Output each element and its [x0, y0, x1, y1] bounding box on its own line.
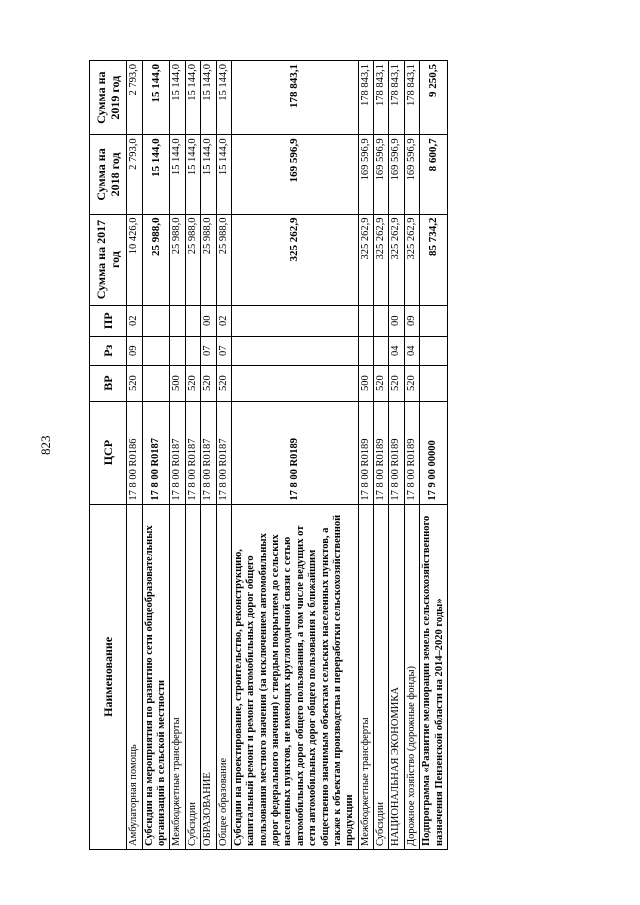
- row-pr: 00: [389, 305, 404, 336]
- row-rz: 04: [389, 336, 404, 365]
- row-pr: [185, 305, 200, 336]
- row-sum-2017: 25 988,0: [170, 214, 185, 305]
- row-vr: [420, 365, 448, 401]
- row-sum-2017: 25 988,0: [201, 214, 216, 305]
- row-sum-2019: 15 144,0: [201, 61, 216, 135]
- page-number: 823: [38, 435, 53, 455]
- row-sum-2017: 85 734,2: [420, 214, 448, 305]
- table-row: [142, 61, 170, 850]
- row-name: Межбюджетные трансферты: [170, 504, 185, 849]
- budget-table: [89, 60, 448, 850]
- row-rz: [170, 336, 185, 365]
- row-sum-2019: 15 144,0: [142, 61, 170, 135]
- row-sum-2018: 169 596,9: [389, 135, 404, 214]
- row-name: Субсидии на проектирование, строительство, реконструкцию, капитальный ремонт и ремонт автомобильных дорог общего пользования местного значения (за исключением автомобильных дорог федерального значения) с твердым покрытием до сельских населенных пунктов, не имеющих круглогодичной связи с сетью автомобильных дорог общего пользования, а том числе ведущих от сети автомобильных дорог общего пользования к ближайшим общественно значимым объектам сельских населенных пунктов, а также к объектам производства и переработки сельскохозяйственной продукции: [231, 504, 358, 849]
- header-sum-2017: Сумма на 2017 год: [90, 214, 127, 305]
- row-vr: [142, 365, 170, 401]
- row-rz: [231, 336, 358, 365]
- row-sum-2019: 178 843,1: [374, 61, 389, 135]
- row-csr: 17 8 00 R0189: [374, 401, 389, 504]
- row-sum-2017: 25 988,0: [185, 214, 200, 305]
- row-csr: 17 8 00 R0187: [201, 401, 216, 504]
- row-sum-2017: 325 262,9: [404, 214, 419, 305]
- row-sum-2017: 10 426,0: [127, 214, 142, 305]
- row-rz: 07: [201, 336, 216, 365]
- row-csr: 17 8 00 R0187: [185, 401, 200, 504]
- row-pr: [420, 305, 448, 336]
- row-sum-2017: 325 262,9: [389, 214, 404, 305]
- row-sum-2018: 169 596,9: [404, 135, 419, 214]
- row-vr: 520: [216, 365, 231, 401]
- table-row: [389, 61, 404, 850]
- row-name: Амбулаторная помощь: [127, 504, 142, 849]
- row-csr: 17 8 00 R0187: [170, 401, 185, 504]
- row-vr: [231, 365, 358, 401]
- table-row: [374, 61, 389, 850]
- table-row: [127, 61, 142, 850]
- row-sum-2017: 325 262,9: [374, 214, 389, 305]
- row-csr: 17 8 00 R0187: [216, 401, 231, 504]
- row-rz: [420, 336, 448, 365]
- header-vr: ВР: [90, 365, 127, 401]
- row-pr: 00: [201, 305, 216, 336]
- row-pr: [374, 305, 389, 336]
- row-name: Субсидии на мероприятия по развитию сети общеобразовательных организаций в сельской местности: [142, 504, 170, 849]
- row-csr: 17 8 00 R0189: [404, 401, 419, 504]
- row-csr: 17 8 00 R0186: [127, 401, 142, 504]
- header-sum-2018: Сумма на 2018 год: [90, 135, 127, 214]
- header-rz: Рз: [90, 336, 127, 365]
- row-sum-2018: 169 596,9: [358, 135, 373, 214]
- row-vr: 520: [185, 365, 200, 401]
- row-sum-2017: 325 262,9: [358, 214, 373, 305]
- row-rz: 07: [216, 336, 231, 365]
- row-rz: 09: [127, 336, 142, 365]
- row-sum-2019: 15 144,0: [185, 61, 200, 135]
- row-sum-2019: 178 843,1: [389, 61, 404, 135]
- row-vr: 520: [201, 365, 216, 401]
- row-name: Общее образование: [216, 504, 231, 849]
- row-pr: [231, 305, 358, 336]
- header-name: Наименование: [90, 504, 127, 849]
- header-row: [90, 61, 127, 850]
- table-row: [404, 61, 419, 850]
- row-sum-2019: 15 144,0: [170, 61, 185, 135]
- row-rz: [358, 336, 373, 365]
- row-rz: [185, 336, 200, 365]
- header-pr: ПР: [90, 305, 127, 336]
- row-pr: [142, 305, 170, 336]
- table-row: [420, 61, 448, 850]
- row-csr: 17 8 00 R0189: [358, 401, 373, 504]
- row-pr: 09: [404, 305, 419, 336]
- row-csr: 17 8 00 R0189: [231, 401, 358, 504]
- row-sum-2018: 169 596,9: [374, 135, 389, 214]
- table-row: [170, 61, 185, 850]
- row-sum-2019: 2 793,0: [127, 61, 142, 135]
- row-vr: 520: [389, 365, 404, 401]
- row-csr: 17 8 00 R0189: [389, 401, 404, 504]
- row-rz: [374, 336, 389, 365]
- row-vr: 500: [358, 365, 373, 401]
- row-csr: 17 9 00 00000: [420, 401, 448, 504]
- row-pr: 02: [216, 305, 231, 336]
- row-pr: [358, 305, 373, 336]
- row-name: Дорожное хозяйство (дорожные фонды): [404, 504, 419, 849]
- row-vr: 520: [404, 365, 419, 401]
- row-name: НАЦИОНАЛЬНАЯ ЭКОНОМИКА: [389, 504, 404, 849]
- row-name: Субсидии: [374, 504, 389, 849]
- row-vr: 520: [374, 365, 389, 401]
- row-vr: 520: [127, 365, 142, 401]
- row-vr: 500: [170, 365, 185, 401]
- row-sum-2017: 325 262,9: [231, 214, 358, 305]
- row-csr: 17 8 00 R0187: [142, 401, 170, 504]
- row-sum-2017: 25 988,0: [216, 214, 231, 305]
- header-csr: ЦСР: [90, 401, 127, 504]
- row-sum-2019: 15 144,0: [216, 61, 231, 135]
- row-sum-2018: 169 596,9: [231, 135, 358, 214]
- row-sum-2018: 2 793,0: [127, 135, 142, 214]
- row-name: ОБРАЗОВАНИЕ: [201, 504, 216, 849]
- row-name: Межбюджетные трансферты: [358, 504, 373, 849]
- row-pr: 02: [127, 305, 142, 336]
- row-sum-2018: 15 144,0: [201, 135, 216, 214]
- row-sum-2019: 178 843,1: [358, 61, 373, 135]
- row-sum-2018: 15 144,0: [216, 135, 231, 214]
- table-row: [231, 61, 358, 850]
- rotated-table-container: [89, 60, 619, 850]
- table-row: [216, 61, 231, 850]
- table-row: [185, 61, 200, 850]
- row-sum-2019: 178 843,1: [404, 61, 419, 135]
- row-sum-2018: 8 600,7: [420, 135, 448, 214]
- row-sum-2018: 15 144,0: [185, 135, 200, 214]
- row-sum-2019: 9 250,5: [420, 61, 448, 135]
- row-sum-2019: 178 843,1: [231, 61, 358, 135]
- row-rz: [142, 336, 170, 365]
- row-rz: 04: [404, 336, 419, 365]
- row-name: Субсидии: [185, 504, 200, 849]
- row-name: Подпрограмма «Развитие мелиорации земель сельскохозяйственного назначения Пензенской области на 2014–2020 годы»: [420, 504, 448, 849]
- header-sum-2019: Сумма на 2019 год: [90, 61, 127, 135]
- row-sum-2018: 15 144,0: [170, 135, 185, 214]
- table-row: [358, 61, 373, 850]
- row-pr: [170, 305, 185, 336]
- table-row: [201, 61, 216, 850]
- row-sum-2018: 15 144,0: [142, 135, 170, 214]
- row-sum-2017: 25 988,0: [142, 214, 170, 305]
